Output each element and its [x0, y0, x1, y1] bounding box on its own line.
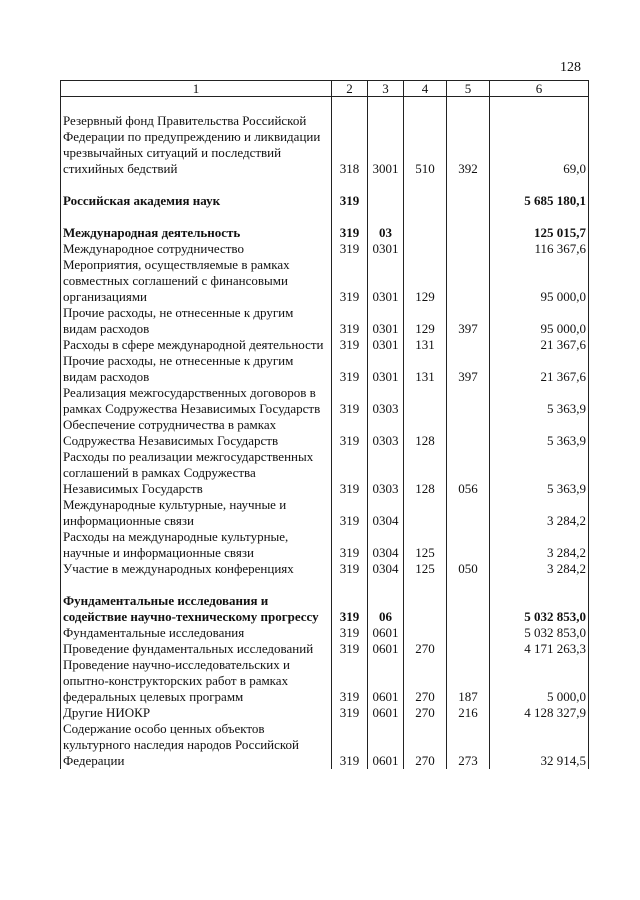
row-name: Содержание особо ценных объектов культурного наследия народов Российской Федерации	[61, 721, 332, 769]
row-code-expense	[447, 593, 490, 625]
row-code-section: 0303	[368, 417, 404, 449]
spacer-cell	[368, 209, 404, 225]
row-code-section: 3001	[368, 113, 404, 177]
table-row	[61, 625, 589, 641]
row-code-section: 0301	[368, 337, 404, 353]
row-code-target: 510	[404, 113, 447, 177]
spacer-cell	[404, 209, 447, 225]
table-row	[61, 721, 589, 769]
row-amount: 5 032 853,0	[490, 625, 589, 641]
spacer-cell	[447, 97, 490, 114]
table-row	[61, 497, 589, 529]
row-amount: 5 363,9	[490, 417, 589, 449]
row-code-expense: 273	[447, 721, 490, 769]
row-code-chapter: 319	[332, 337, 368, 353]
row-code-section	[368, 193, 404, 209]
row-amount: 4 128 327,9	[490, 705, 589, 721]
table-row	[61, 529, 589, 561]
spacer-cell	[332, 209, 368, 225]
table-body	[61, 97, 589, 770]
row-name: Фундаментальные исследования и содействие научно-техническому прогрессу	[61, 593, 332, 625]
budget-table	[60, 80, 589, 769]
row-code-chapter: 319	[332, 625, 368, 641]
row-code-chapter: 319	[332, 657, 368, 705]
row-code-expense	[447, 417, 490, 449]
row-code-chapter: 319	[332, 529, 368, 561]
row-name: Реализация межгосударственных договоров в рамках Содружества Независимых Государств	[61, 385, 332, 417]
row-code-target	[404, 193, 447, 209]
row-name: Мероприятия, осуществляемые в рамках совместных соглашений с финансовыми организациями	[61, 257, 332, 305]
page-number: 128	[560, 60, 581, 75]
row-amount: 95 000,0	[490, 257, 589, 305]
spacer-cell	[447, 177, 490, 193]
row-code-target: 125	[404, 529, 447, 561]
spacer-row	[61, 577, 589, 593]
row-code-chapter: 319	[332, 561, 368, 577]
row-name: Расходы в сфере международной деятельности	[61, 337, 332, 353]
row-code-expense: 187	[447, 657, 490, 705]
row-code-chapter: 319	[332, 593, 368, 625]
table-row	[61, 657, 589, 705]
row-code-expense	[447, 225, 490, 241]
row-amount: 32 914,5	[490, 721, 589, 769]
spacer-cell	[490, 97, 589, 114]
row-amount: 4 171 263,3	[490, 641, 589, 657]
row-name: Российская академия наук	[61, 193, 332, 209]
row-code-target	[404, 225, 447, 241]
row-amount: 116 367,6	[490, 241, 589, 257]
row-code-section: 0601	[368, 657, 404, 705]
row-code-target	[404, 497, 447, 529]
row-code-chapter: 319	[332, 193, 368, 209]
row-code-expense: 216	[447, 705, 490, 721]
row-amount: 3 284,2	[490, 529, 589, 561]
spacer-row	[61, 97, 589, 114]
row-code-target: 270	[404, 641, 447, 657]
row-name: Фундаментальные исследования	[61, 625, 332, 641]
row-name: Проведение фундаментальных исследований	[61, 641, 332, 657]
row-code-chapter: 319	[332, 497, 368, 529]
column-header: 2	[332, 81, 368, 97]
row-amount: 3 284,2	[490, 497, 589, 529]
spacer-cell	[490, 177, 589, 193]
table-row	[61, 337, 589, 353]
table-row	[61, 193, 589, 209]
row-amount: 3 284,2	[490, 561, 589, 577]
row-code-target: 125	[404, 561, 447, 577]
row-code-section: 0304	[368, 529, 404, 561]
table-row	[61, 385, 589, 417]
row-code-chapter: 319	[332, 385, 368, 417]
row-code-section: 0301	[368, 305, 404, 337]
row-code-expense: 392	[447, 113, 490, 177]
row-code-chapter: 318	[332, 113, 368, 177]
table-row	[61, 641, 589, 657]
spacer-cell	[447, 209, 490, 225]
column-header: 1	[61, 81, 332, 97]
row-code-section: 0601	[368, 721, 404, 769]
spacer-cell	[61, 209, 332, 225]
table-row	[61, 113, 589, 177]
column-header: 5	[447, 81, 490, 97]
row-code-target: 129	[404, 257, 447, 305]
row-code-target: 128	[404, 417, 447, 449]
row-code-section: 06	[368, 593, 404, 625]
row-code-expense	[447, 241, 490, 257]
spacer-row	[61, 177, 589, 193]
row-code-section: 0303	[368, 449, 404, 497]
row-name: Проведение научно-исследовательских и опытно-конструкторских работ в рамках федеральных целевых программ	[61, 657, 332, 705]
spacer-cell	[332, 97, 368, 114]
row-name: Расходы на международные культурные, научные и информационные связи	[61, 529, 332, 561]
spacer-cell	[368, 177, 404, 193]
column-header: 3	[368, 81, 404, 97]
spacer-cell	[368, 97, 404, 114]
row-code-chapter: 319	[332, 641, 368, 657]
spacer-row	[61, 209, 589, 225]
row-code-section: 03	[368, 225, 404, 241]
row-code-section: 0303	[368, 385, 404, 417]
spacer-cell	[332, 177, 368, 193]
row-amount: 5 685 180,1	[490, 193, 589, 209]
spacer-cell	[447, 577, 490, 593]
spacer-cell	[404, 97, 447, 114]
table-row	[61, 561, 589, 577]
row-code-target	[404, 385, 447, 417]
row-code-target: 270	[404, 721, 447, 769]
row-code-target: 128	[404, 449, 447, 497]
row-code-chapter: 319	[332, 705, 368, 721]
row-code-chapter: 319	[332, 449, 368, 497]
row-code-target: 270	[404, 705, 447, 721]
row-code-target: 131	[404, 353, 447, 385]
spacer-cell	[332, 577, 368, 593]
row-amount: 21 367,6	[490, 353, 589, 385]
spacer-cell	[490, 577, 589, 593]
row-amount: 5 032 853,0	[490, 593, 589, 625]
row-code-chapter: 319	[332, 241, 368, 257]
table-row	[61, 241, 589, 257]
spacer-cell	[61, 177, 332, 193]
row-amount: 5 363,9	[490, 449, 589, 497]
row-code-chapter: 319	[332, 721, 368, 769]
spacer-cell	[490, 209, 589, 225]
row-code-expense: 056	[447, 449, 490, 497]
spacer-cell	[368, 577, 404, 593]
row-code-expense	[447, 529, 490, 561]
row-code-expense	[447, 337, 490, 353]
row-name: Международное сотрудничество	[61, 241, 332, 257]
row-code-section: 0301	[368, 241, 404, 257]
row-name: Международная деятельность	[61, 225, 332, 241]
table-row	[61, 353, 589, 385]
row-code-section: 0601	[368, 705, 404, 721]
row-code-expense: 397	[447, 353, 490, 385]
table-row	[61, 449, 589, 497]
row-amount: 5 363,9	[490, 385, 589, 417]
row-code-expense: 397	[447, 305, 490, 337]
row-code-expense	[447, 625, 490, 641]
row-name: Прочие расходы, не отнесенные к другим видам расходов	[61, 353, 332, 385]
row-code-target	[404, 593, 447, 625]
row-name: Резервный фонд Правительства Российской Федерации по предупреждению и ликвидации чрезвычайных ситуаций и последствий стихийных бедствий	[61, 113, 332, 177]
row-code-section: 0601	[368, 625, 404, 641]
row-amount: 69,0	[490, 113, 589, 177]
row-code-target: 129	[404, 305, 447, 337]
row-code-chapter: 319	[332, 353, 368, 385]
row-code-chapter: 319	[332, 305, 368, 337]
spacer-cell	[404, 177, 447, 193]
table-row	[61, 593, 589, 625]
column-header-row	[61, 81, 589, 97]
row-code-section: 0304	[368, 497, 404, 529]
row-amount: 5 000,0	[490, 657, 589, 705]
row-name: Прочие расходы, не отнесенные к другим видам расходов	[61, 305, 332, 337]
column-header: 6	[490, 81, 589, 97]
row-code-chapter: 319	[332, 417, 368, 449]
row-code-target: 270	[404, 657, 447, 705]
spacer-cell	[404, 577, 447, 593]
row-code-target	[404, 625, 447, 641]
row-amount: 125 015,7	[490, 225, 589, 241]
row-code-chapter: 319	[332, 257, 368, 305]
row-code-section: 0301	[368, 353, 404, 385]
spacer-cell	[61, 97, 332, 114]
row-code-expense	[447, 641, 490, 657]
table-row	[61, 417, 589, 449]
row-name: Другие НИОКР	[61, 705, 332, 721]
row-code-expense	[447, 385, 490, 417]
row-name: Обеспечение сотрудничества в рамках Содружества Независимых Государств	[61, 417, 332, 449]
table-row	[61, 705, 589, 721]
row-name: Участие в международных конференциях	[61, 561, 332, 577]
row-code-expense	[447, 497, 490, 529]
row-code-section: 0601	[368, 641, 404, 657]
row-code-section: 0301	[368, 257, 404, 305]
table-row	[61, 225, 589, 241]
spacer-cell	[61, 577, 332, 593]
column-header: 4	[404, 81, 447, 97]
row-code-target: 131	[404, 337, 447, 353]
table-row	[61, 305, 589, 337]
row-amount: 95 000,0	[490, 305, 589, 337]
row-amount: 21 367,6	[490, 337, 589, 353]
row-code-expense: 050	[447, 561, 490, 577]
row-name: Международные культурные, научные и информационные связи	[61, 497, 332, 529]
table-row	[61, 257, 589, 305]
row-code-expense	[447, 193, 490, 209]
row-code-target	[404, 241, 447, 257]
row-code-expense	[447, 257, 490, 305]
row-name: Расходы по реализации межгосударственных соглашений в рамках Содружества Независимых Государств	[61, 449, 332, 497]
row-code-chapter: 319	[332, 225, 368, 241]
row-code-section: 0304	[368, 561, 404, 577]
